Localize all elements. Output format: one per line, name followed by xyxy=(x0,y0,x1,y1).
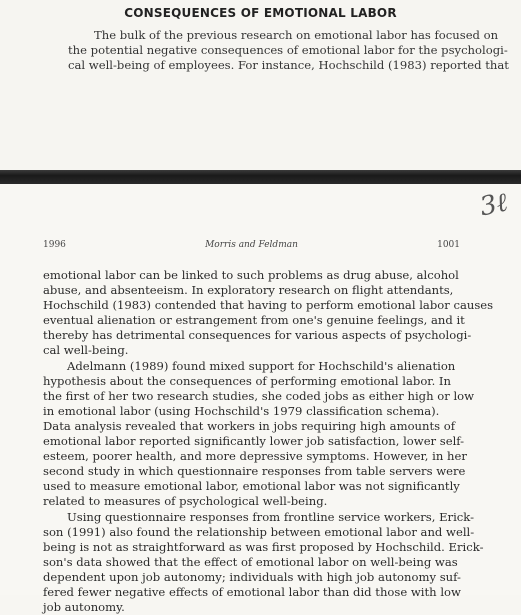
body-line: son (1991) also found the relationship between emotional labor and well- xyxy=(43,524,475,539)
body-line: eventual alienation or estrangement from one's genuine feelings, and it xyxy=(43,313,465,328)
body-line: job autonomy. xyxy=(43,600,125,615)
running-head-year: 1996 xyxy=(43,240,66,250)
body-line: the first of her two research studies, she coded jobs as either high or low xyxy=(43,388,475,403)
top-paragraph-line: The bulk of the previous research on emotional labor has focused on xyxy=(94,28,499,42)
body-line: Hochschild (1983) contended that having to perform emotional labor causes xyxy=(43,298,494,313)
body-line: esteem, poorer health, and more depressive symptoms. However, in her xyxy=(43,449,467,464)
top-page-fragment xyxy=(0,0,521,170)
body-line: related to measures of psychological well-being. xyxy=(43,494,328,509)
body-line: abuse, and absenteeism. In exploratory research on flight attendants, xyxy=(43,283,454,298)
page-separator xyxy=(0,170,521,184)
body-line: in emotional labor (using Hochschild's 1979 classification schema). xyxy=(43,403,440,418)
body-line: Using questionnaire responses from frontline service workers, Erick- xyxy=(67,509,475,524)
handwritten-annotation: 3ℓ xyxy=(477,187,511,223)
body-line: son's data showed that the effect of emotional labor on well-being was xyxy=(43,554,458,569)
body-line: emotional labor reported significantly lower job satisfaction, lower self- xyxy=(43,434,465,449)
body-line: emotional labor can be linked to such problems as drug abuse, alcohol xyxy=(43,268,459,282)
section-heading: CONSEQUENCES OF EMOTIONAL LABOR xyxy=(124,6,397,20)
body-line: Data analysis revealed that workers in jobs requiring high amounts of xyxy=(43,418,456,433)
running-head-authors: Morris and Feldman xyxy=(205,240,298,250)
body-text xyxy=(43,268,494,615)
body-line: hypothesis about the consequences of performing emotional labor. In xyxy=(43,373,451,388)
body-line: cal well-being. xyxy=(43,343,129,358)
top-paragraph xyxy=(68,28,509,73)
body-line: second study in which questionnaire responses from table servers were xyxy=(43,464,466,479)
body-line: being is not as straightforward as was first proposed by Hochschild. Erick- xyxy=(43,539,484,554)
body-line: thereby has detrimental consequences for various aspects of psychologi- xyxy=(43,328,472,343)
top-paragraph-line: the potential negative consequences of emotional labor for the psychologi- xyxy=(68,43,508,57)
body-line: fered fewer negative effects of emotional labor than did those with low xyxy=(43,584,461,599)
top-paragraph-line: cal well-being of employees. For instance, Hochschild (1983) reported that xyxy=(68,58,509,72)
body-line: used to measure emotional labor, emotional labor was not significantly xyxy=(43,479,460,494)
body-line: Adelmann (1989) found mixed support for Hochschild's alienation xyxy=(67,358,456,373)
body-line: dependent upon job autonomy; individuals with high job autonomy suf- xyxy=(43,569,461,584)
running-head-page-number: 1001 xyxy=(437,240,460,250)
